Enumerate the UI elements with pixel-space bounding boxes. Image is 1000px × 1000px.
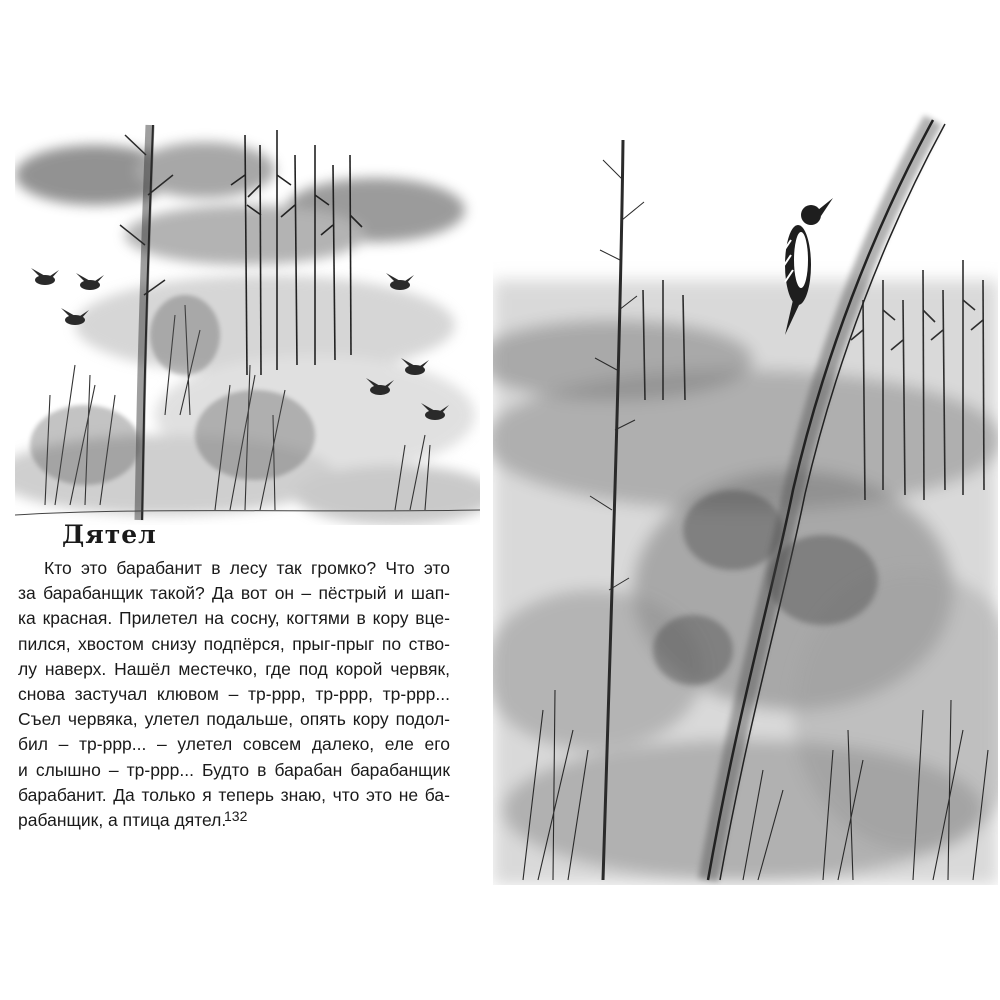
left-page [0,0,490,1000]
page-number: 132 [224,808,248,824]
text-line: рабанщик, а птица дятел. [18,810,227,831]
text-line: снова застучал клювом – тр-ррр, тр-ррр, тр-ррр... [18,684,450,705]
text-line: ка красная. Прилетел на сосну, когтями в кору вце- [18,608,450,629]
text-line: бил – тр-ррр... – улетел совсем далеко, еле его [18,734,450,755]
text-line: пился, хвостом снизу подпёрся, прыг-прыг по ство- [18,633,450,654]
ink-forest-with-birds-illustration [15,115,480,525]
text-line: лу наверх. Нашёл местечко, где под корой червяк, [18,658,450,679]
text-line: за барабанщик такой? Да вот он – пёстрый и шап- [18,583,450,604]
text-line: барабанит. Да только я теперь знаю, что это не ба- [18,784,450,805]
text-line: Съел червяка, улетел подальше, опять кору подол- [18,709,450,730]
story-title: Дятел [62,520,157,549]
story-text [18,556,450,833]
right-page [490,0,1000,1000]
text-line: Кто это барабанит в лесу так громко? Что это [44,558,450,578]
text-line: и слышно – тр-ррр... Будто в барабан барабанщик [18,759,450,780]
ink-forest-with-woodpecker-illustration [493,110,998,885]
